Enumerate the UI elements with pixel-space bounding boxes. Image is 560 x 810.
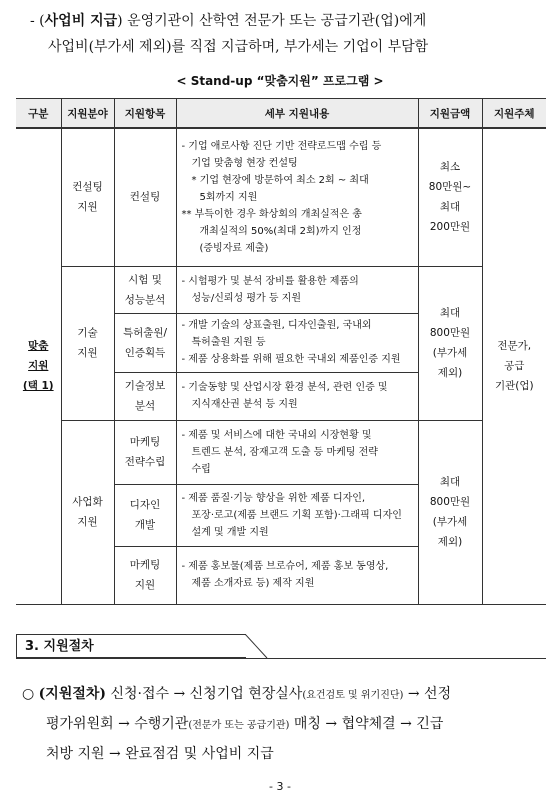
field-line: 지원 <box>77 347 98 359</box>
detail-line: - 시험평가 및 분석 장비를 활용한 제품의 <box>181 275 359 287</box>
intro-prefix: - ( <box>30 13 45 29</box>
amount-cell <box>418 266 482 420</box>
amount-cell <box>418 420 482 604</box>
category-line: (택 1) <box>22 380 54 393</box>
item-cell <box>114 313 176 372</box>
table-caption: < Stand-up “맞춤지원” 프로그램 > <box>176 74 384 88</box>
category-line: 맞춤 <box>28 340 49 353</box>
intro-bold-label: 사업비 지급 <box>44 13 118 29</box>
field-line: 지원 <box>77 201 98 214</box>
table-row <box>16 266 546 313</box>
process-line-1 <box>22 680 548 710</box>
details-cell <box>176 420 418 484</box>
table-header-row <box>16 99 546 129</box>
amount-line: 800만원 <box>429 327 471 339</box>
amount-line: 제외) <box>437 367 463 379</box>
process-note: (전문가 또는 공급기관) <box>188 720 290 731</box>
process-line-2 <box>22 710 548 740</box>
item-line: 지원 <box>134 579 156 591</box>
item-line: 마케팅 <box>129 436 161 448</box>
provider-line: 공급 <box>504 360 525 373</box>
details-cell <box>176 313 418 372</box>
intro-paragraph <box>30 8 550 60</box>
field-line: 지원 <box>77 516 98 528</box>
header-item: 지원항목 <box>114 99 176 129</box>
detail-line: 개최실적의 50%(최대 2회)까지 인정 <box>199 225 362 237</box>
field-line: 기술 <box>77 327 98 339</box>
field-cell <box>61 266 114 420</box>
field-cell <box>61 420 114 604</box>
item-line: 전략수립 <box>124 456 166 468</box>
detail-line: - 개발 기술의 상표출원, 디자인출원, 국내외 <box>181 320 372 331</box>
header-field: 지원분야 <box>61 99 114 129</box>
detail-line: 설계 및 개발 지원 <box>191 526 269 538</box>
item-line: 분석 <box>134 400 156 412</box>
detail-line: 제품 소개자료 등) 제작 지원 <box>191 578 315 589</box>
detail-line: - 제품 상용화를 위해 필요한 국내외 제품인증 지원 <box>181 354 401 365</box>
item-cell <box>114 420 176 484</box>
detail-line: 트렌드 분석, 잠재고객 도출 등 마케팅 전략 <box>191 446 378 458</box>
item-line: 기술정보 <box>124 380 166 392</box>
provider-cell <box>482 128 546 604</box>
section-header <box>16 634 248 660</box>
amount-line: 200만원 <box>429 221 471 234</box>
item-line: 디자인 <box>129 499 161 511</box>
details-cell <box>176 128 418 266</box>
amount-line: 800만원 <box>429 496 471 508</box>
detail-line: 5회까지 지원 <box>199 191 258 203</box>
support-program-table <box>16 98 546 605</box>
header-details: 세부 지원내용 <box>176 99 418 129</box>
amount-line: 최대 <box>439 201 461 214</box>
detail-line: 수립 <box>191 463 211 475</box>
detail-line: - 제품 홍보물(제품 브로슈어, 제품 홍보 동영상, <box>181 561 389 572</box>
process-text: 신청·접수 → 신청기업 현장실사 <box>110 686 303 702</box>
amount-line: (부가세 <box>432 516 468 528</box>
page-number: - 3 - <box>269 780 291 793</box>
item-line: 특허출원/ <box>122 326 168 339</box>
process-text: → 선정 <box>407 686 452 702</box>
amount-line: 제외) <box>437 536 463 548</box>
details-cell <box>176 546 418 604</box>
detail-line: 성능/신뢰성 평가 등 지원 <box>191 292 302 304</box>
amount-line: 80만원~ <box>428 181 472 194</box>
item-cell: 컨설팅 <box>114 128 176 266</box>
amount-line: 최소 <box>439 161 461 174</box>
process-label: (지원절차) <box>38 686 107 702</box>
section-divider <box>16 658 546 659</box>
process-line-3: 처방 지원 → 완료점검 및 사업비 지급 <box>46 746 274 762</box>
category-line: 지원 <box>28 360 49 373</box>
intro-line-1 <box>30 8 550 34</box>
detail-line: - 기업 애로사항 진단 기반 전략로드맵 수립 등 <box>181 140 382 152</box>
detail-line: - 제품 품질·기능 향상을 위한 제품 디자인, <box>181 492 366 504</box>
process-text: 매칭 → 협약체결 → 긴급 <box>293 716 444 732</box>
detail-line: 특허출원 지원 등 <box>191 337 266 348</box>
field-line: 컨설팅 <box>72 181 103 194</box>
field-cell <box>61 128 114 266</box>
detail-line: 기업 맞춤형 현장 컨설팅 <box>191 157 298 169</box>
detail-line: - 제품 및 서비스에 대한 국내외 시장현황 및 <box>181 429 372 441</box>
header-category: 구분 <box>16 99 61 129</box>
provider-line: 기관(업) <box>494 380 534 393</box>
detail-line: 지식재산권 분석 등 지원 <box>191 399 298 410</box>
section-tab-slant <box>245 634 269 660</box>
detail-line: - 기술동향 및 산업시장 환경 분석, 관련 인증 및 <box>181 382 388 393</box>
item-line: 개발 <box>134 519 156 531</box>
amount-line: 최대 <box>439 476 461 488</box>
intro-line-2: 사업비(부가세 제외)를 직접 지급하며, 부가세는 기업이 부담함 <box>48 39 429 55</box>
detail-line: ** 부득이한 경우 화상회의 개최실적은 총 <box>181 208 362 220</box>
amount-cell <box>418 128 482 266</box>
field-line: 사업화 <box>72 496 103 508</box>
detail-line: * 기업 현장에 방문하여 최소 2회 ~ 최대 <box>191 174 369 186</box>
item-cell <box>114 484 176 546</box>
process-paragraph <box>22 680 548 768</box>
process-text: 평가위원회 → 수행기관 <box>46 716 189 732</box>
header-provider: 지원주체 <box>482 99 546 129</box>
details-cell <box>176 372 418 420</box>
details-cell <box>176 266 418 313</box>
provider-line: 전문가, <box>497 340 532 353</box>
detail-line: (증빙자료 제출) <box>199 242 269 254</box>
item-cell <box>114 266 176 313</box>
header-amount: 지원금액 <box>418 99 482 129</box>
amount-line: (부가세 <box>432 347 468 359</box>
process-note: (요건검토 및 위기진단) <box>302 690 404 701</box>
amount-line: 최대 <box>439 307 461 319</box>
item-cell <box>114 546 176 604</box>
item-line: 인증획득 <box>124 346 166 359</box>
item-cell <box>114 372 176 420</box>
bullet-icon: ○ <box>22 686 35 702</box>
detail-line: 포장·로고(제품 브랜드 기획 포함)·그래픽 디자인 <box>191 509 402 521</box>
table-row <box>16 128 546 266</box>
table-row <box>16 420 546 484</box>
item-line: 마케팅 <box>129 559 161 571</box>
category-cell <box>16 128 61 604</box>
item-line: 성능분석 <box>124 293 166 306</box>
intro-line1-text: ) 운영기관이 산학연 전문가 또는 공급기관(업)에게 <box>117 13 427 29</box>
details-cell <box>176 484 418 546</box>
item-line: 시험 및 <box>128 273 162 286</box>
section-title: 3. 지원절차 <box>16 634 246 658</box>
